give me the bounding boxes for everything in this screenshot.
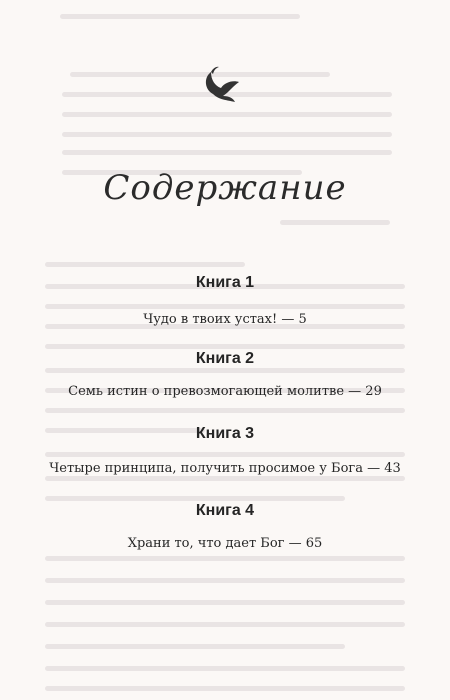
book-2-entry: Семь истин о превозмогающей молитве — 29	[68, 384, 382, 399]
book-3-heading: Книга 3	[195, 425, 255, 442]
book-4-entry: Храни то, что дает Бог — 65	[127, 536, 323, 551]
page-title: Содержание	[103, 168, 347, 208]
leaf-flourish-icon	[199, 64, 243, 104]
book-4-heading: Книга 4	[195, 502, 255, 519]
book-2-heading: Книга 2	[195, 350, 255, 367]
book-3-entry: Четыре принципа, получить просимое у Бога — 43	[49, 461, 401, 476]
book-1-heading: Книга 1	[195, 274, 255, 291]
book-1-entry: Чудо в твоих устах! — 5	[143, 312, 307, 327]
